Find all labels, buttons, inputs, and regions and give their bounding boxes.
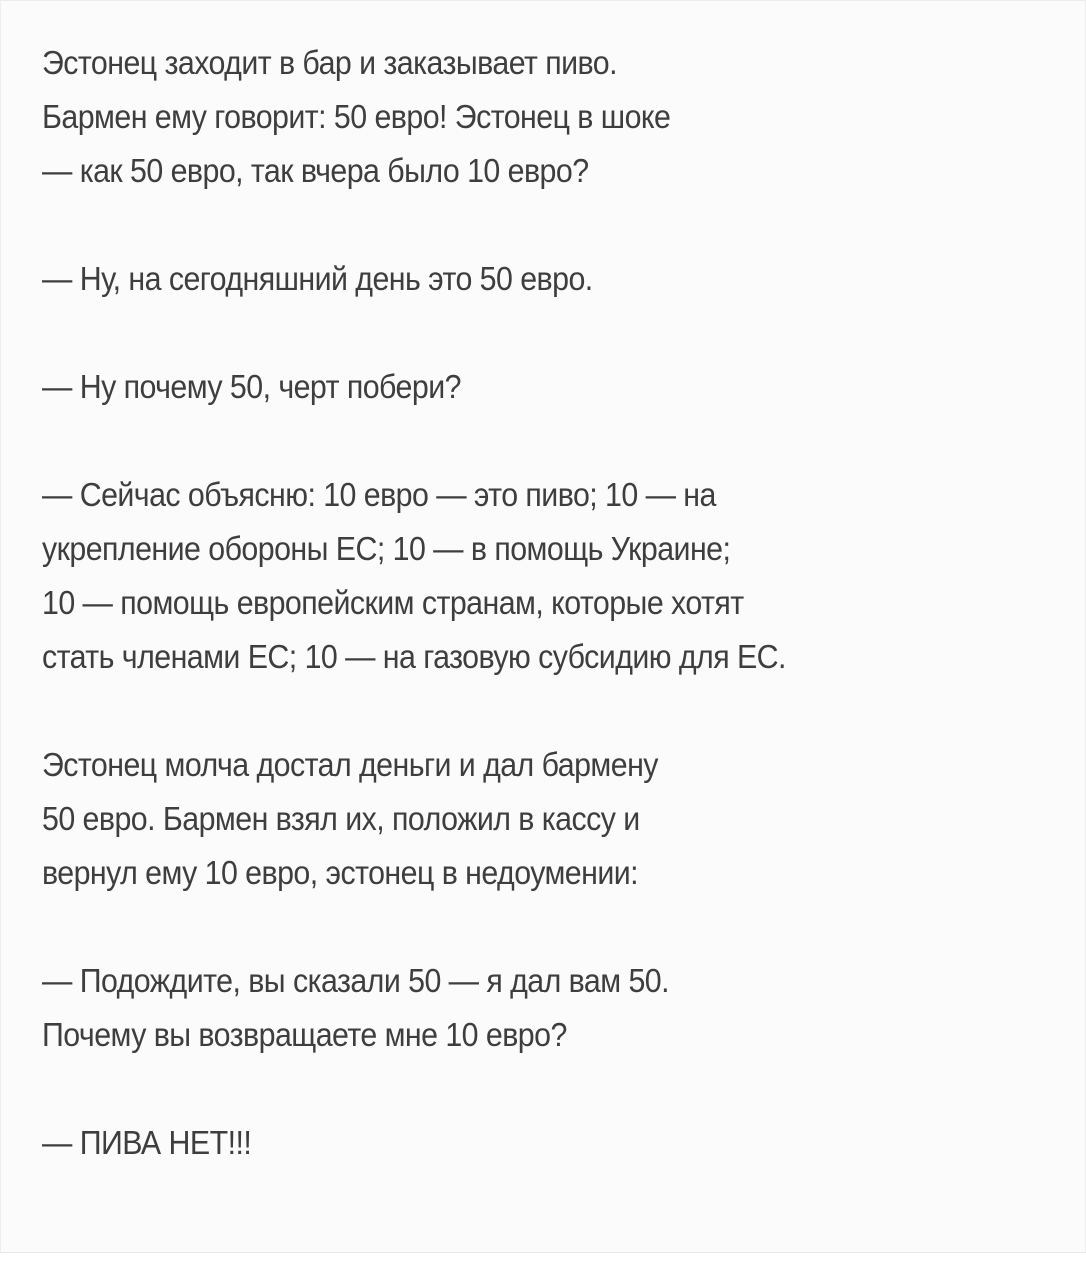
post-text — [42, 36, 980, 1170]
text-line: Бармен ему говорит: 50 евро! Эстонец в шоке — [42, 98, 671, 135]
bottom-divider — [0, 1252, 1086, 1280]
text-line: укрепление обороны ЕС; 10 — в помощь Украине; — [42, 530, 731, 567]
paragraph-gap — [42, 900, 980, 954]
paragraph-gap — [42, 198, 980, 252]
text-line: — Сейчас объясню: 10 евро — это пиво; 10 — на — [42, 476, 716, 513]
text-line: 50 евро. Бармен взял их, положил в кассу и — [42, 800, 640, 837]
text-line: 10 — помощь европейским странам, которые хотят — [42, 584, 744, 621]
text-line: Эстонец молча достал деньги и дал бармену — [42, 746, 658, 783]
text-line: Эстонец заходит в бар и заказывает пиво. — [42, 44, 618, 81]
paragraph-gap — [42, 414, 980, 468]
text-line: — Ну, на сегодняшний день это 50 евро. — [42, 260, 593, 297]
text-line: вернул ему 10 евро, эстонец в недоумении: — [42, 854, 639, 891]
text-line: — как 50 евро, так вчера было 10 евро? — [42, 152, 589, 189]
text-line: — Подождите, вы сказали 50 — я дал вам 50. — [42, 962, 669, 999]
paragraph-gap — [42, 684, 980, 738]
text-line: Почему вы возвращаете мне 10 евро? — [42, 1016, 567, 1053]
paragraph-gap — [42, 1062, 980, 1116]
punchline: — ПИВА НЕТ!!! — [42, 1124, 252, 1161]
paragraph-gap — [42, 306, 980, 360]
text-line: — Ну почему 50, черт побери? — [42, 368, 461, 405]
text-line: стать членами ЕС; 10 — на газовую субсидию для ЕС. — [42, 638, 786, 675]
